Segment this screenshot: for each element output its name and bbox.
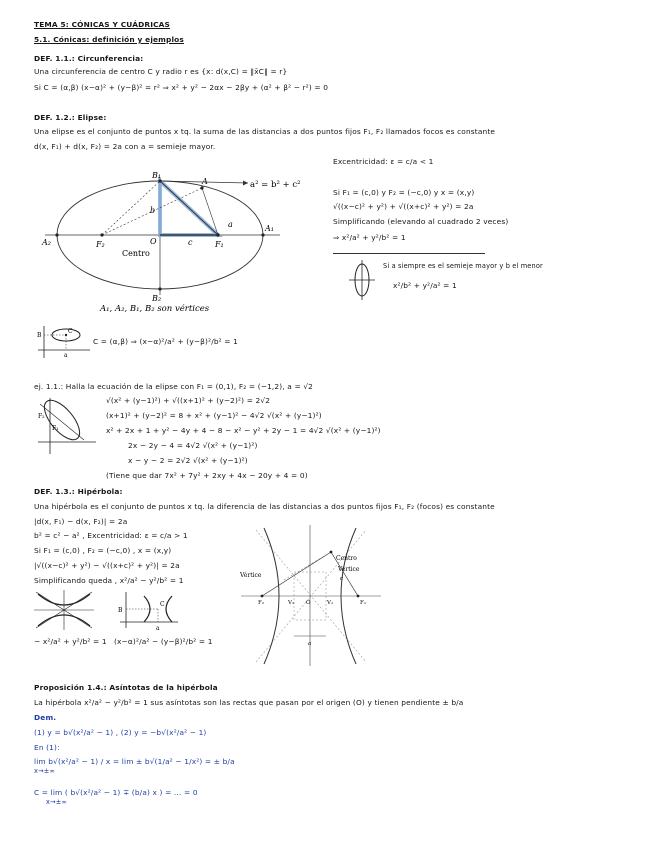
prop-c-sub: x→±∞: [46, 798, 68, 806]
hyperbola-line-3: Si F₁ = (c,0) , F₂ = (−c,0) , x = (x,y): [34, 546, 172, 555]
label-f1: F₁: [215, 240, 224, 249]
circ-def-title: DEF. 1.1.: Circunferencia:: [34, 54, 144, 63]
hyperbola-def-line1: Una hipérbola es el conjunto de puntos x tq. la diferencia de las distancias a dos puntos fijos F₁, F₂ (focos) es constante: [34, 502, 495, 511]
hyp-sketch-label-b: B: [118, 607, 123, 614]
tema-title: TEMA 5: CÓNICAS Y CUÁDRICAS: [34, 20, 171, 29]
example-step-2: (x+1)² + (y−2)² = 8 + x² + (y−1)² − 4√2 √(x² + (y−1)²): [106, 411, 322, 420]
label-f2: F₂: [96, 240, 105, 249]
example-step-3: x² + 2x + 1 + y² − 4y + 4 − 8 − x² − y² + 2y − 1 = 4√2 √(x² + (y−1)²): [106, 426, 381, 435]
prop-title: Proposición 1.4.: Asíntotas de la hipérbola: [34, 683, 218, 692]
hyperbola-line-1: |d(x, F₁) − d(x, F₂)| = 2a: [34, 517, 128, 526]
ellipse-caption: A₁, A₂, B₁, B₂ son vértices: [100, 304, 210, 314]
hyperbola-def-title: DEF. 1.3.: Hipérbola:: [34, 487, 123, 496]
ellipse-diagram: [40, 165, 301, 315]
hyp-label-v2: V₂: [288, 600, 295, 606]
label-a2: A₂: [42, 238, 51, 247]
ellipse-result: ⇒ x²/a² + y²/b² = 1: [333, 233, 406, 242]
hyp-sketch-label-c: C: [160, 601, 165, 608]
label-a-point: A: [202, 177, 208, 186]
shifted-hyperbola-sketch: [118, 592, 178, 632]
example-label-f2: F₂: [38, 413, 45, 420]
ellipse-focos: Si F₁ = (c,0) y F₂ = (−c,0) y x = (x,y): [333, 188, 475, 197]
example-step-4: 2x − 2y − 4 = 4√2 √(x² + (y−1)²): [128, 441, 258, 450]
ellipse-shifted-eq: C = (α,β) ⇒ (x−α)²/a² + (y−β)²/b² = 1: [93, 337, 238, 346]
hyp-label-f1: F₁: [360, 600, 367, 606]
ellipse-def-line2: d(x, F₁) + d(x, F₂) = 2a con a = semieje mayor.: [34, 142, 216, 151]
hyperbola-diagram: [236, 520, 386, 670]
prop-dem: Dem.: [34, 713, 57, 722]
prop-en1: En (1):: [34, 743, 60, 752]
hyp-sketch-label-a: a: [156, 625, 160, 632]
ellipse-excentricidad: Excentricidad: ε = c/a < 1: [333, 157, 434, 166]
sketch-label-b: B: [37, 332, 42, 339]
label-o: O: [150, 237, 157, 246]
hyperbola-eq-shifted: (x−α)²/a² − (y−β)²/b² = 1: [114, 637, 213, 646]
hyp-label-f2: F₂: [258, 600, 265, 606]
prop-lim-line: lim b√(x²/a² − 1) / x = lim ± b√(1/a² − 1/x²) = ± b/a: [34, 757, 235, 766]
sketch-label-a: a: [64, 352, 68, 359]
example-label-f1: F₁: [52, 425, 59, 432]
prop-lim-sub: x→±∞: [34, 767, 56, 775]
vertical-ellipse-sketch: [347, 260, 377, 300]
prop-c-line: C = lim ( b√(x²/a² − 1) ∓ (b/a) x ) = … = 0: [34, 788, 198, 797]
ellipse-note: Si a siempre es el semieje mayor y b el menor: [383, 262, 543, 270]
section-title: 5.1. Cónicas: definición y ejemplos: [34, 35, 184, 44]
hyperbola-line-4: |√((x−c)² + y²) − √((x+c)² + y²)| = 2a: [34, 561, 180, 570]
hyp-label-vertice-left: Vértice: [240, 572, 262, 579]
label-a: a: [228, 220, 233, 229]
sketch-label-c: C: [68, 328, 73, 335]
example-title: ej. 1.1.: Halla la ecuación de la elipse con F₁ = (0,1), F₂ = (−1,2), a = √2: [34, 382, 314, 391]
hyp-label-vertice: Vértice: [338, 566, 360, 573]
hyp-label-centro: Centro: [336, 555, 357, 562]
circ-def-line1: Una circunferencia de centro C y radio r es {x: d(x,C) = ‖x̄C‖ = r}: [34, 67, 288, 76]
hyperbola-line-2: b² = c² − a² , Excentricidad: ε = c/a > 1: [34, 531, 188, 540]
hyp-label-v1: V₁: [327, 600, 334, 606]
ellipse-vertical-eq: x²/b² + y²/a² = 1: [393, 281, 457, 290]
label-centro: Centro: [122, 249, 150, 258]
ellipse-def-title: DEF. 1.2.: Elipse:: [34, 113, 107, 122]
vertical-hyperbola-sketch: [34, 590, 94, 630]
label-c: c: [188, 238, 193, 247]
label-b: b: [150, 206, 156, 215]
example-step-6: (Tiene que dar 7x² + 7y² + 2xy + 4x − 20y + 4 = 0): [106, 471, 308, 480]
label-b2: B₂: [152, 294, 162, 303]
ellipse-def-line1: Una elipse es el conjunto de puntos x tq. la suma de las distancias a dos puntos fijos F₁, F₂ llamados focos es constante: [34, 127, 496, 136]
divider: [333, 253, 485, 254]
hyperbola-line-5: Simplificando queda , x²/a² − y²/b² = 1: [34, 576, 184, 585]
ellipse-simplificando: Simplificando (elevando al cuadrado 2 veces): [333, 217, 509, 226]
hyp-label-c: c: [340, 576, 344, 582]
example-step-5: x − y − 2 = 2√2 √(x² + (y−1)²): [128, 456, 248, 465]
label-b1: B₁: [152, 171, 162, 180]
prop-line1: La hipérbola x²/a² − y²/b² = 1 sus asíntotas son las rectas que pasan por el origen (O) y tienen pendiente ± b/a: [34, 698, 464, 707]
circ-def-line2: Si C = (α,β) (x−α)² + (y−β)² = r² ⇒ x² + y² − 2αx − 2βy + (α² + β² − r²) = 0: [34, 83, 329, 92]
example-step-1: √(x² + (y−1)²) + √((x+1)² + (y−2)²) = 2√2: [106, 396, 271, 405]
prop-cases: (1) y = b√(x²/a² − 1) , (2) y = −b√(x²/a² − 1): [34, 728, 207, 737]
label-a1: A₁: [265, 224, 274, 233]
shifted-ellipse-sketch: [36, 322, 90, 358]
label-relation: a² = b² + c²: [250, 180, 301, 190]
hyp-label-o: O: [306, 600, 311, 606]
hyperbola-eq-vertical: − x²/a² + y²/b² = 1: [34, 637, 107, 646]
hyp-label-a: a: [308, 641, 312, 647]
ellipse-sqrt-eq: √((x−c)² + y²) + √((x+c)² + y²) = 2a: [333, 202, 474, 211]
example-sketch: [36, 396, 96, 456]
